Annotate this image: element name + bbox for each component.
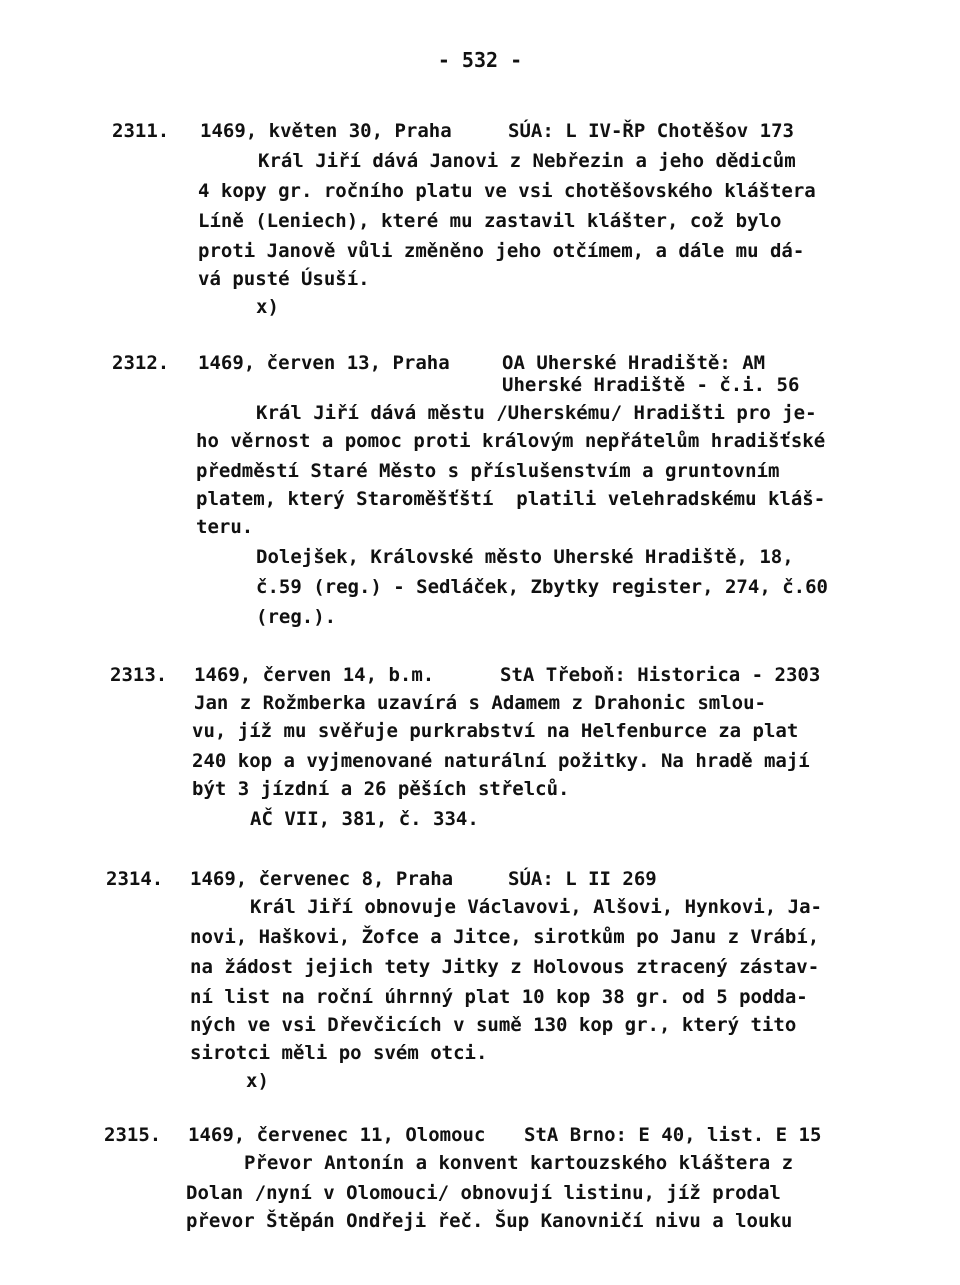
- entry-text-line: na žádost jejich tety Jitky z Holovous ztracený zástav-: [190, 956, 820, 978]
- entry-text-line: Král Jiří dává městu /Uherskému/ Hradišti pro je-: [256, 402, 817, 424]
- entry-text-line: 240 kop a vyjmenované naturální požitky. Na hradě mají: [192, 750, 810, 772]
- entry-source: SÚA: L IV-ŘP Chotěšov 173: [508, 120, 794, 142]
- citation-line: AČ VII, 381, č. 334.: [250, 808, 479, 830]
- entry-text-line: 4 kopy gr. ročního platu ve vsi chotěšovského kláštera: [198, 180, 816, 202]
- entry-text-line: vá pusté Úsuší.: [198, 268, 370, 290]
- entry-text-line: sirotci měli po svém otci.: [190, 1042, 488, 1064]
- entry-header: 1469, červen 13, Praha: [198, 352, 450, 374]
- entry-header: 1469, červenec 8, Praha: [190, 868, 454, 890]
- entry-text-line: Dolan /nyní v Olomouci/ obnovují listinu, jíž prodal: [186, 1182, 781, 1204]
- entry-number: 2311.: [112, 120, 170, 142]
- entry-source: StA Brno: E 40, list. E 15: [524, 1124, 822, 1146]
- entry-number: 2315.: [104, 1124, 162, 1146]
- footnote-mark: x): [246, 1070, 269, 1092]
- entry-text-line: novi, Haškovi, Žofce a Jitce, sirotkům po Janu z Vrábí,: [190, 926, 820, 948]
- citation-line: č.59 (reg.) - Sedláček, Zbytky register, 274, č.60: [256, 576, 828, 598]
- entry-text-line: Král Jiří obnovuje Václavovi, Alšovi, Hynkovi, Ja-: [250, 896, 822, 918]
- entry-header: 1469, červenec 11, Olomouc: [188, 1124, 486, 1146]
- entry-text-line: předměstí Staré Město s příslušenstvím a gruntovním: [196, 460, 780, 482]
- entry-text-line: teru.: [196, 516, 254, 538]
- entry-source: StA Třeboň: Historica - 2303: [500, 664, 821, 686]
- entry-text-line: Jan z Rožmberka uzavírá s Adamem z Drahonic smlou-: [194, 692, 766, 714]
- entry-text-line: proti Janově vůli změněno jeho otčímem, a dále mu dá-: [198, 240, 805, 262]
- entry-text-line: ných ve vsi Dřevčicích v sumě 130 kop gr., který tito: [190, 1014, 797, 1036]
- entry-number: 2313.: [110, 664, 168, 686]
- citation-line: (reg.).: [256, 606, 337, 628]
- citation-line: Dolejšek, Královské město Uherské Hradiště, 18,: [256, 546, 794, 568]
- entry-source: SÚA: L II 269: [508, 868, 657, 890]
- entry-text-line: Král Jiří dává Janovi z Nebřezin a jeho dědicům: [258, 150, 796, 172]
- entry-text-line: být 3 jízdní a 26 pěších střelců.: [192, 778, 570, 800]
- page-number: - 532 -: [437, 48, 523, 72]
- entry-text-line: vu, jíž mu svěřuje purkrabství na Helfenburce za plat: [192, 720, 799, 742]
- entry-text-line: Líně (Leniech), které mu zastavil klášter, což bylo: [198, 210, 782, 232]
- entry-source: OA Uherské Hradiště: AM: [502, 352, 766, 374]
- entry-number: 2314.: [106, 868, 164, 890]
- entry-text-line: Převor Antonín a konvent kartouzského kláštera z: [244, 1152, 794, 1174]
- entry-text-line: ho věrnost a pomoc proti královým nepřátelům hradišťské: [196, 430, 826, 452]
- entry-header: 1469, květen 30, Praha: [200, 120, 452, 142]
- entry-text-line: ní list na roční úhrnný plat 10 kop 38 gr. od 5 podda-: [190, 986, 808, 1008]
- entry-text-line: převor Štěpán Ondřeji řeč. Šup Kanovničí nivu a louku: [186, 1210, 793, 1232]
- entry-number: 2312.: [112, 352, 170, 374]
- entry-source: Uherské Hradiště - č.i. 56: [502, 374, 800, 396]
- footnote-mark: x): [256, 296, 279, 318]
- entry-text-line: platem, který Staroměšťští platili velehradskému kláš-: [196, 488, 826, 510]
- entry-header: 1469, červen 14, b.m.: [194, 664, 435, 686]
